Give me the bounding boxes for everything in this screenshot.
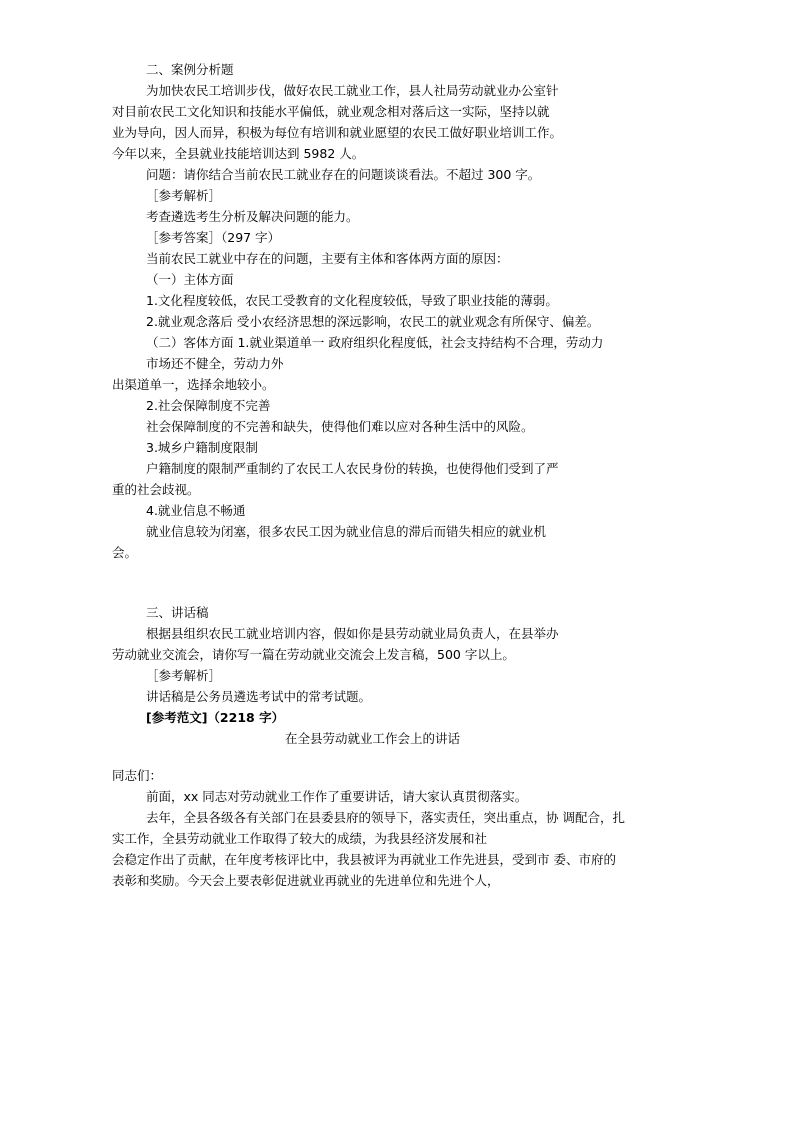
object-line-2: 市场还不健全，劳动力外 <box>146 356 284 371</box>
speech-para-1: 前面，xx 同志对劳动就业工作作了重要讲话，请大家认真贯彻落实。 <box>146 789 528 804</box>
object-point-2-text: 社会保障制度的不完善和缺失，使得他们难以应对各种生活中的风险。 <box>146 419 534 434</box>
case-answer-intro: 当前农民工就业中存在的问题，主要有主体和客体两方面的原因： <box>146 251 509 266</box>
speech-title: 在全县劳动就业工作会上的讲话 <box>285 731 461 746</box>
case-intro-line-2: 对目前农民工文化知识和技能水平偏低，就业观念相对落后这一实际，坚持以就 <box>112 104 550 119</box>
speech-prompt-line-1: 根据县组织农民工就业培训内容，假如你是县劳动就业局负责人，在县举办 <box>146 626 559 641</box>
speech-analysis-text: 讲话稿是公务员遴选考试中的常考试题。 <box>146 689 372 704</box>
subject-heading: （一）主体方面 <box>146 272 234 287</box>
object-point-4-text-2: 会。 <box>112 545 138 560</box>
object-point-4-title: 4.就业信息不畅通 <box>146 503 246 518</box>
speech-para-2-line-1: 去年，全县各级各有关部门在县委县府的领导下，落实责任，突出重点，协 调配合，扎 <box>146 810 625 825</box>
case-answer-label: ［参考答案］（297 字） <box>146 230 281 245</box>
speech-section-heading: 三、讲话稿 <box>146 605 209 620</box>
case-analysis-label: ［参考解析］ <box>146 188 222 203</box>
case-intro-line-1: 为加快农民工培训步伐，做好农民工就业工作，县人社局劳动就业办公室针 <box>146 83 559 98</box>
object-point-3-title: 3.城乡户籍制度限制 <box>146 440 258 455</box>
speech-para-2-line-2: 实工作，全县劳动就业工作取得了较大的成绩，为我县经济发展和社 <box>112 831 488 846</box>
case-intro-line-3: 业为导向，因人而异，积极为每位有培训和就业愿望的农民工做好职业培训工作。 <box>112 125 563 140</box>
case-question: 问题：请你结合当前农民工就业存在的问题谈谈看法。不超过 300 字。 <box>146 167 541 182</box>
object-point-2-title: 2.社会保障制度不完善 <box>146 398 271 413</box>
speech-analysis-label: ［参考解析］ <box>146 668 222 683</box>
object-point-3-text-1: 户籍制度的限制严重制约了农民工人农民身份的转换，也使得他们受到了严 <box>146 461 559 476</box>
speech-salutation: 同志们： <box>112 768 163 783</box>
speech-para-2-line-3: 会稳定作出了贡献，在年度考核评比中，我县被评为再就业工作先进县，受到市 委、市府的 <box>112 852 616 867</box>
object-point-3-text-2: 重的社会歧视。 <box>112 482 200 497</box>
case-intro-line-4: 今年以来，全县就业技能培训达到 5982 人。 <box>112 146 365 161</box>
object-line-1: （二）客体方面 1.就业渠道单一 政府组织化程度低，社会支持结构不合理，劳动力 <box>146 335 604 350</box>
subject-point-2: 2.就业观念落后 受小农经济思想的深远影响，农民工的就业观念有所保守、偏差。 <box>146 314 600 329</box>
object-point-4-text-1: 就业信息较为闭塞，很多农民工因为就业信息的滞后而错失相应的就业机 <box>146 524 547 539</box>
case-section-heading: 二、案例分析题 <box>146 62 234 77</box>
case-analysis-text: 考查遴选考生分析及解决问题的能力。 <box>146 209 359 224</box>
speech-para-2-line-4: 表彰和奖励。今天会上要表彰促进就业再就业的先进单位和先进个人， <box>112 873 500 888</box>
object-line-3: 出渠道单一，选择余地较小。 <box>112 377 275 392</box>
subject-point-1: 1.文化程度较低，农民工受教育的文化程度较低，导致了职业技能的薄弱。 <box>146 293 558 308</box>
speech-sample-label: [参考范文]（2218 字） <box>146 710 285 725</box>
speech-prompt-line-2: 劳动就业交流会，请你写一篇在劳动就业交流会上发言稿，500 字以上。 <box>112 647 515 662</box>
